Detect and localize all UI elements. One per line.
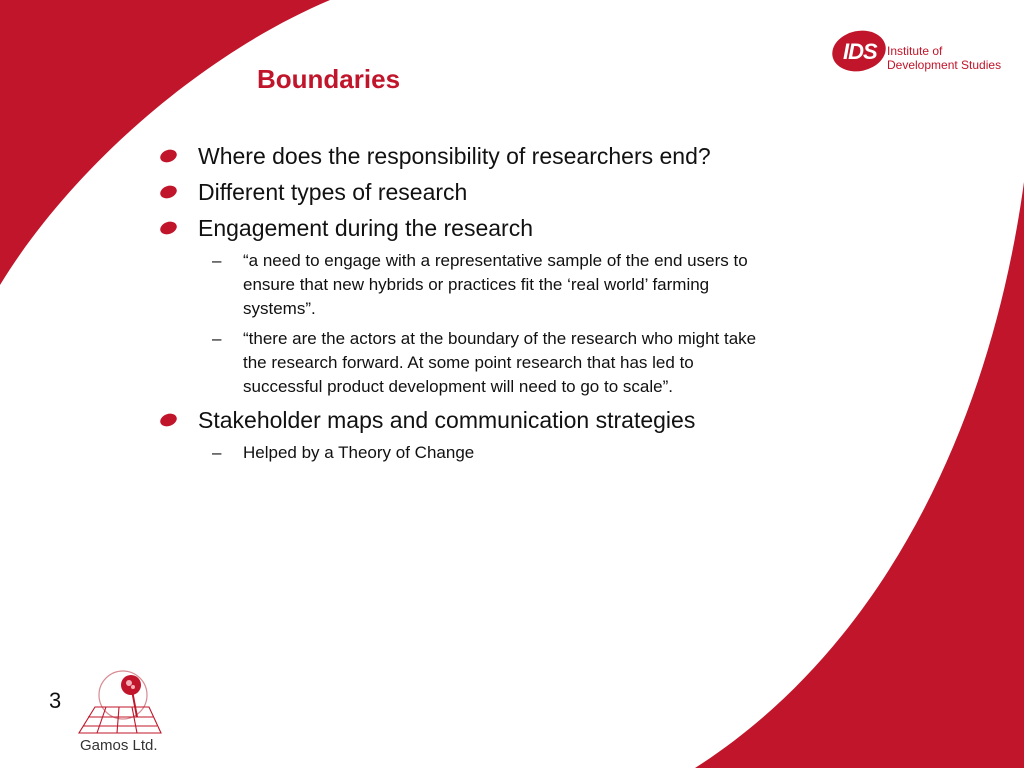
bullet-text: Stakeholder maps and communication strategies — [198, 407, 696, 433]
bullet-icon — [158, 411, 178, 428]
bullet-icon — [158, 183, 178, 200]
gamos-logo-graphic — [75, 665, 170, 737]
sub-bullet-item — [160, 441, 763, 465]
bullet-icon — [158, 147, 178, 164]
dash-marker: – — [212, 329, 222, 348]
sub-bullet-text: “a need to engage with a representative sample of the end users to ensure that new hybrids or practices fit the ‘real world’ farming systems”. — [243, 251, 748, 318]
slide-title: Boundaries — [257, 64, 401, 94]
bullet-text: Engagement during the research — [198, 215, 533, 241]
gamos-logo-name: Gamos Ltd. — [80, 737, 158, 754]
sub-bullet-text: “there are the actors at the boundary of the research who might take the research forward. At some point research that has led to successful product development will need to go to scale”. — [243, 329, 757, 396]
sub-bullet-text: Helped by a Theory of Change — [243, 443, 475, 462]
sub-bullet-item — [160, 327, 763, 399]
page-number: 3 — [49, 688, 62, 713]
bullet-text: Where does the responsibility of researchers end? — [198, 143, 711, 169]
bullet-item — [160, 405, 800, 435]
ids-logo-line1: Institute of — [887, 44, 943, 58]
bullet-item — [160, 177, 800, 207]
bullet-icon — [158, 219, 178, 236]
ids-logo-text — [887, 44, 1001, 72]
dash-marker: – — [212, 443, 222, 462]
slide-content — [160, 141, 800, 471]
bullet-item — [160, 141, 800, 171]
ids-logo — [830, 28, 1005, 78]
bullet-item — [160, 213, 800, 243]
ids-logo-line2: Development Studies — [887, 58, 1002, 72]
sub-bullet-item — [160, 249, 763, 321]
bullet-text: Different types of research — [198, 179, 468, 205]
dash-marker: – — [212, 251, 222, 270]
ids-logo-abbr: IDS — [843, 39, 877, 64]
